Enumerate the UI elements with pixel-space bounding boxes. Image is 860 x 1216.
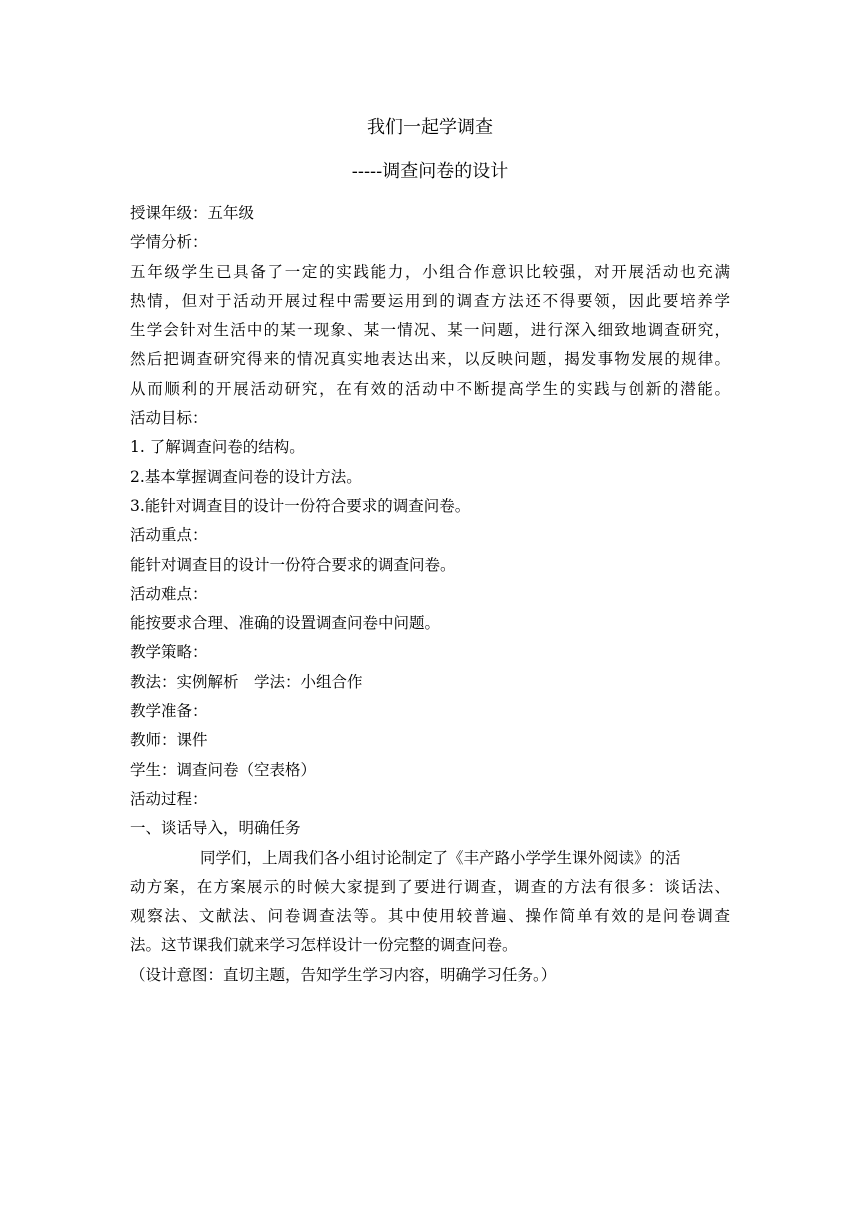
section-paragraph-line: 动方案，在方案展示的时候大家提到了要进行调查，调查的方法有很多：谈话法、 (130, 877, 730, 896)
difficulty-heading: 活动难点： (130, 584, 208, 603)
difficulty-text: 能按要求合理、准确的设置调查问卷中问题。 (130, 614, 441, 633)
goals-heading: 活动目标： (130, 409, 208, 428)
preparation-teacher: 教师：课件 (130, 731, 208, 750)
goal-item: 3.能针对调查目的设计一份符合要求的调查问卷。 (130, 496, 471, 515)
preparation-heading: 教学准备： (130, 702, 208, 721)
analysis-paragraph-line: 然后把调查研究得来的情况真实地表达出来，以反映问题，揭发事物发展的规律。 (130, 350, 730, 369)
key-point-heading: 活动重点： (130, 526, 208, 545)
analysis-paragraph-line: 生学会针对生活中的某一现象、某一情况、某一问题，进行深入细致地调查研究， (130, 321, 730, 340)
design-intent-note: （设计意图：直切主题，告知学生学习内容，明确学习任务。） (130, 965, 557, 984)
strategy-text: 教法：实例解析 学法：小组合作 (130, 672, 363, 691)
strategy-heading: 教学策略： (130, 643, 208, 662)
section-heading: 一、谈话导入，明确任务 (130, 819, 301, 838)
grade-line: 授课年级：五年级 (130, 204, 255, 222)
page-subtitle: -----调查问卷的设计 (351, 161, 509, 182)
document-body (130, 199, 730, 990)
analysis-paragraph-line: 热情，但对于活动开展过程中需要运用到的调查方法还不得要领，因此要培养学 (130, 291, 730, 310)
analysis-heading: 学情分析： (130, 233, 208, 252)
page-title: 我们一起学调查 (367, 117, 493, 138)
section-paragraph-line: 同学们，上周我们各小组讨论制定了《丰产路小学学生课外阅读》的活 (200, 848, 681, 867)
key-point-text: 能针对调查目的设计一份符合要求的调查问卷。 (130, 555, 456, 574)
analysis-paragraph-line: 从而顺利的开展活动研究，在有效的活动中不断提高学生的实践与创新的潜能。 (130, 379, 730, 398)
process-heading: 活动过程： (130, 789, 208, 808)
goal-item: 1. 了解调查问卷的结构。 (130, 438, 305, 457)
preparation-student: 学生：调查问卷（空表格） (130, 760, 317, 779)
analysis-paragraph-line: 五年级学生已具备了一定的实践能力，小组合作意识比较强，对开展活动也充满 (130, 262, 730, 281)
section-paragraph-line: 观察法、文献法、问卷调查法等。其中使用较普遍、操作简单有效的是问卷调查 (130, 907, 730, 926)
goal-item: 2.基本掌握调查问卷的设计方法。 (130, 467, 362, 486)
section-paragraph-line: 法。这节课我们就来学习怎样设计一份完整的调查问卷。 (130, 936, 518, 955)
